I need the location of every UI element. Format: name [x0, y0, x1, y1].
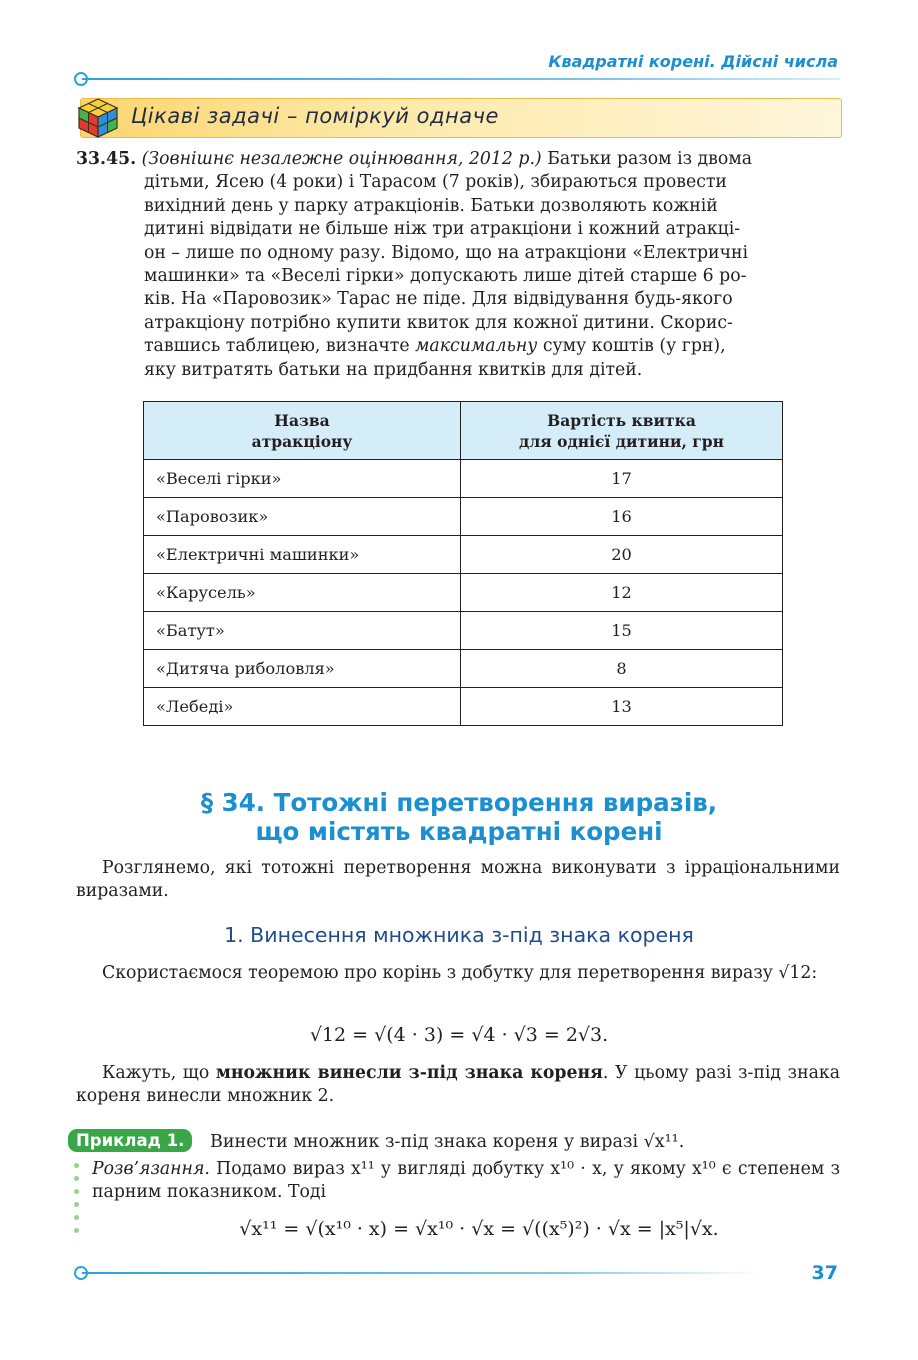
theorem-text: Скористаємося теоремою про корінь з добутку для перетворення виразу √12:	[102, 963, 818, 983]
problem-text-line: вихідний день у парку атракціонів. Батьки дозволяють кожній	[144, 195, 718, 216]
problem-text-line: ків. На «Паровозик» Тарас не піде. Для відвідування будь-якого	[144, 289, 733, 310]
table-row	[144, 612, 783, 650]
problem-text-line: яку витратять батьки на придбання квитків для дітей.	[144, 359, 643, 380]
problem-text-line: он – лише по одному разу. Відомо, що на атракціони «Електричні	[144, 242, 749, 263]
solution-label: Розв’язання.	[92, 1159, 210, 1179]
problem-number: 33.45.	[76, 149, 137, 169]
subheading: 1. Винесення множника з-під знака кореня	[224, 923, 694, 947]
attraction-name: «Карусель»	[144, 574, 461, 612]
attraction-name: «Веселі гірки»	[144, 460, 461, 498]
ticket-price: 15	[461, 612, 783, 650]
table-row	[144, 574, 783, 612]
term-bold: множник винесли з-під знака кореня	[215, 1063, 603, 1083]
problem-text-line: атракціону потрібно купити квиток для кожної дитини. Скорис-	[144, 312, 733, 333]
formula-sqrt12: √12 = √(4 · 3) = √4 · √3 = 2√3.	[309, 1024, 609, 1046]
problem-text-line: машинки» та «Веселі гірки» допускають лише дітей старше 6 ро-	[144, 266, 747, 287]
page-number: 37	[811, 1262, 838, 1284]
banner-title: Цікаві задачі – поміркуй одначе	[131, 104, 499, 128]
interesting-problems-banner	[80, 98, 842, 138]
emphasis-maximal: максимальну	[415, 336, 538, 357]
table-row	[144, 498, 783, 536]
section-title: § 34. Тотожні перетворення виразів, що містять квадратні корені	[200, 788, 718, 846]
table-header-price: Вартість квитка для однієї дитини, грн	[461, 402, 783, 460]
example-badge: Приклад 1.	[68, 1129, 192, 1152]
example-solution	[92, 1158, 840, 1205]
table-header-name: Назва атракціону	[144, 402, 461, 460]
header-rule	[82, 78, 840, 80]
attraction-name: «Дитяча риболовля»	[144, 650, 461, 688]
attraction-name: «Лебеді»	[144, 688, 461, 726]
rubik-cube-icon	[75, 95, 121, 141]
ticket-price: 8	[461, 650, 783, 688]
table-row	[144, 536, 783, 574]
formula-x11: √x¹¹ = √(x¹⁰ · x) = √x¹⁰ · √x = √((x⁵)²) · √x = |x⁵|√x.	[239, 1218, 719, 1240]
ticket-price: 20	[461, 536, 783, 574]
section-intro: Розглянемо, які тотожні перетворення можна виконувати з ірраціональними виразами.	[76, 858, 840, 902]
problem-text-line: дітьми, Ясею (4 роки) і Тарасом (7 років), збираються провести	[144, 172, 727, 193]
ticket-price: 12	[461, 574, 783, 612]
problem-text-line: дитині відвідати не більше ніж три атракціони і кожний атракці-	[144, 219, 741, 240]
ticket-price: 13	[461, 688, 783, 726]
header-title: Квадратні корені. Дійсні числа	[548, 52, 838, 71]
example-task: Винести множник з-під знака кореня у виразі √x¹¹.	[210, 1132, 685, 1152]
problem-33-45	[76, 148, 840, 382]
attraction-name: «Паровозик»	[144, 498, 461, 536]
definition-text: Кажуть, що множник винесли з-під знака кореня. У цьому разі з-під знака кореня винесли множник 2.	[76, 1063, 840, 1107]
problem-text-line: Батьки разом із двома	[547, 149, 753, 169]
attractions-price-table	[143, 401, 783, 726]
table-row	[144, 650, 783, 688]
problem-text-line: тавшись таблицею, визначте максимальну суму коштів (у грн),	[144, 336, 726, 357]
solution-text: Подамо вираз x¹¹ у вигляді добутку x¹⁰ · x, у якому x¹⁰ є степенем з парним показником. Тоді	[92, 1159, 840, 1203]
attraction-name: «Батут»	[144, 612, 461, 650]
footer-rule	[82, 1272, 762, 1274]
ticket-price: 17	[461, 460, 783, 498]
problem-source: (Зовнішнє незалежне оцінювання, 2012 р.)	[141, 149, 542, 169]
table-header-row	[144, 402, 783, 460]
ticket-price: 16	[461, 498, 783, 536]
attraction-name: «Електричні машинки»	[144, 536, 461, 574]
table-row	[144, 688, 783, 726]
table-row	[144, 460, 783, 498]
